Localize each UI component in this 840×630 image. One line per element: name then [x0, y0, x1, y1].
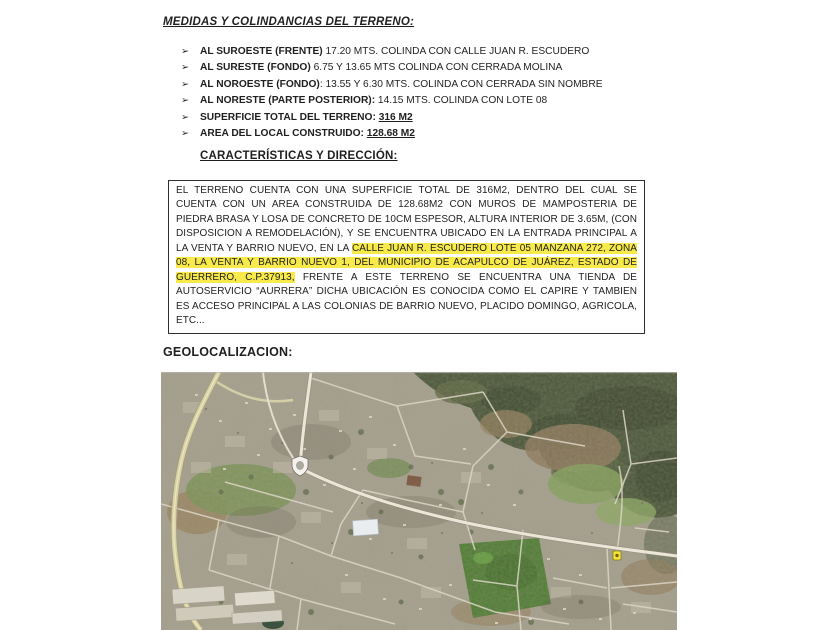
description-box	[168, 180, 645, 334]
item-value-underlined: 128.68 M2	[366, 128, 415, 140]
item-label: AL NORESTE (PARTE POSTERIOR):	[200, 95, 376, 107]
list-item	[181, 93, 603, 109]
satellite-map-svg	[161, 372, 677, 630]
item-label: AL SURESTE (FONDO)	[200, 62, 311, 74]
colindancias-list	[181, 44, 603, 142]
section-title-geolocalizacion: GEOLOCALIZACION:	[163, 345, 293, 359]
white-roof-building	[353, 519, 379, 536]
item-label: SUPERFICIE TOTAL DEL TERRENO:	[200, 111, 379, 123]
item-value: : 13.55 Y 6.30 MTS. COLINDA CON CERRADA SIN NOMBRE	[319, 78, 603, 90]
red-roof-building	[406, 475, 421, 487]
item-value: 6.75 Y 13.65 MTS COLINDA CON CERRADA MOLINA	[310, 62, 563, 74]
description-text-before: EL TERRENO CUENTA CON UNA SUPERFICIE TOTAL DE 316M2, DENTRO DEL CUAL SE CUENTA CON UN AREA CONSTRUIDA DE 128.68M2 CON MUROS DE MAMPOSTERIA DE PIEDRA BRASA Y LOSA DE CONCRETO DE 10CM ESPESOR, ALTURA INTERIOR DE 3.65M, (CON DISPOSICION A REMODELACIÓN), Y SE ENCUENTRA UBICADO EN LA ENTRADA PRINCIPAL A LA VENTA Y BARRIO NUEVO, EN LA	[176, 185, 637, 254]
item-label: AL SUROESTE (FRENTE)	[200, 46, 323, 57]
list-item	[181, 77, 603, 93]
arrow-bullet-icon: ➢	[181, 95, 189, 107]
arrow-bullet-icon: ➢	[181, 128, 189, 140]
item-label: AREA DEL LOCAL CONSTRUIDO:	[200, 128, 367, 140]
section-title-caracteristicas: CARACTERÍSTICAS Y DIRECCIÓN:	[200, 150, 398, 162]
list-item	[181, 60, 603, 76]
list-item	[181, 44, 603, 60]
item-value-underlined: 316 M2	[378, 111, 413, 123]
arrow-bullet-icon: ➢	[181, 111, 189, 123]
list-item	[181, 110, 603, 126]
highlighted-address: CALLE JUAN R. ESCUDERO LOTE 05 MANZANA 272, ZONA 08, LA VENTA Y BARRIO NUEVO 1, DEL MUNICIPIO DE ACAPULCO DE JUÁREZ, ESTADO DE GUERRERO, C.P.37913,	[176, 242, 637, 283]
item-label: AL NOROESTE (FONDO)	[200, 78, 320, 90]
list-item	[181, 126, 603, 142]
arrow-bullet-icon: ➢	[181, 78, 189, 90]
location-marker-icon	[613, 551, 621, 560]
satellite-map-image	[161, 372, 677, 630]
description-text-after: FRENTE A ESTE TERRENO SE ENCUENTRA UNA TIENDA DE AUTOSERVICIO “AURRERA” DICHA UBICACIÓN ES CONOCIDA COMO EL CAPIRE Y TAMBIEN ES ACCESO PRINCIPAL A LAS COLONIAS DE BARRIO NUEVO, PLACIDO DOMINGO, AGRICOLA, ETC...	[176, 271, 637, 327]
item-value: 17.20 MTS. COLINDA CON CALLE JUAN R. ESCUDERO	[322, 46, 590, 57]
item-value: 14.15 MTS. COLINDA CON LOTE 08	[375, 95, 548, 107]
arrow-bullet-icon: ➢	[181, 46, 189, 57]
arrow-bullet-icon: ➢	[181, 62, 189, 74]
section-title-medidas: MEDIDAS Y COLINDANCIAS DEL TERRENO:	[163, 16, 415, 28]
